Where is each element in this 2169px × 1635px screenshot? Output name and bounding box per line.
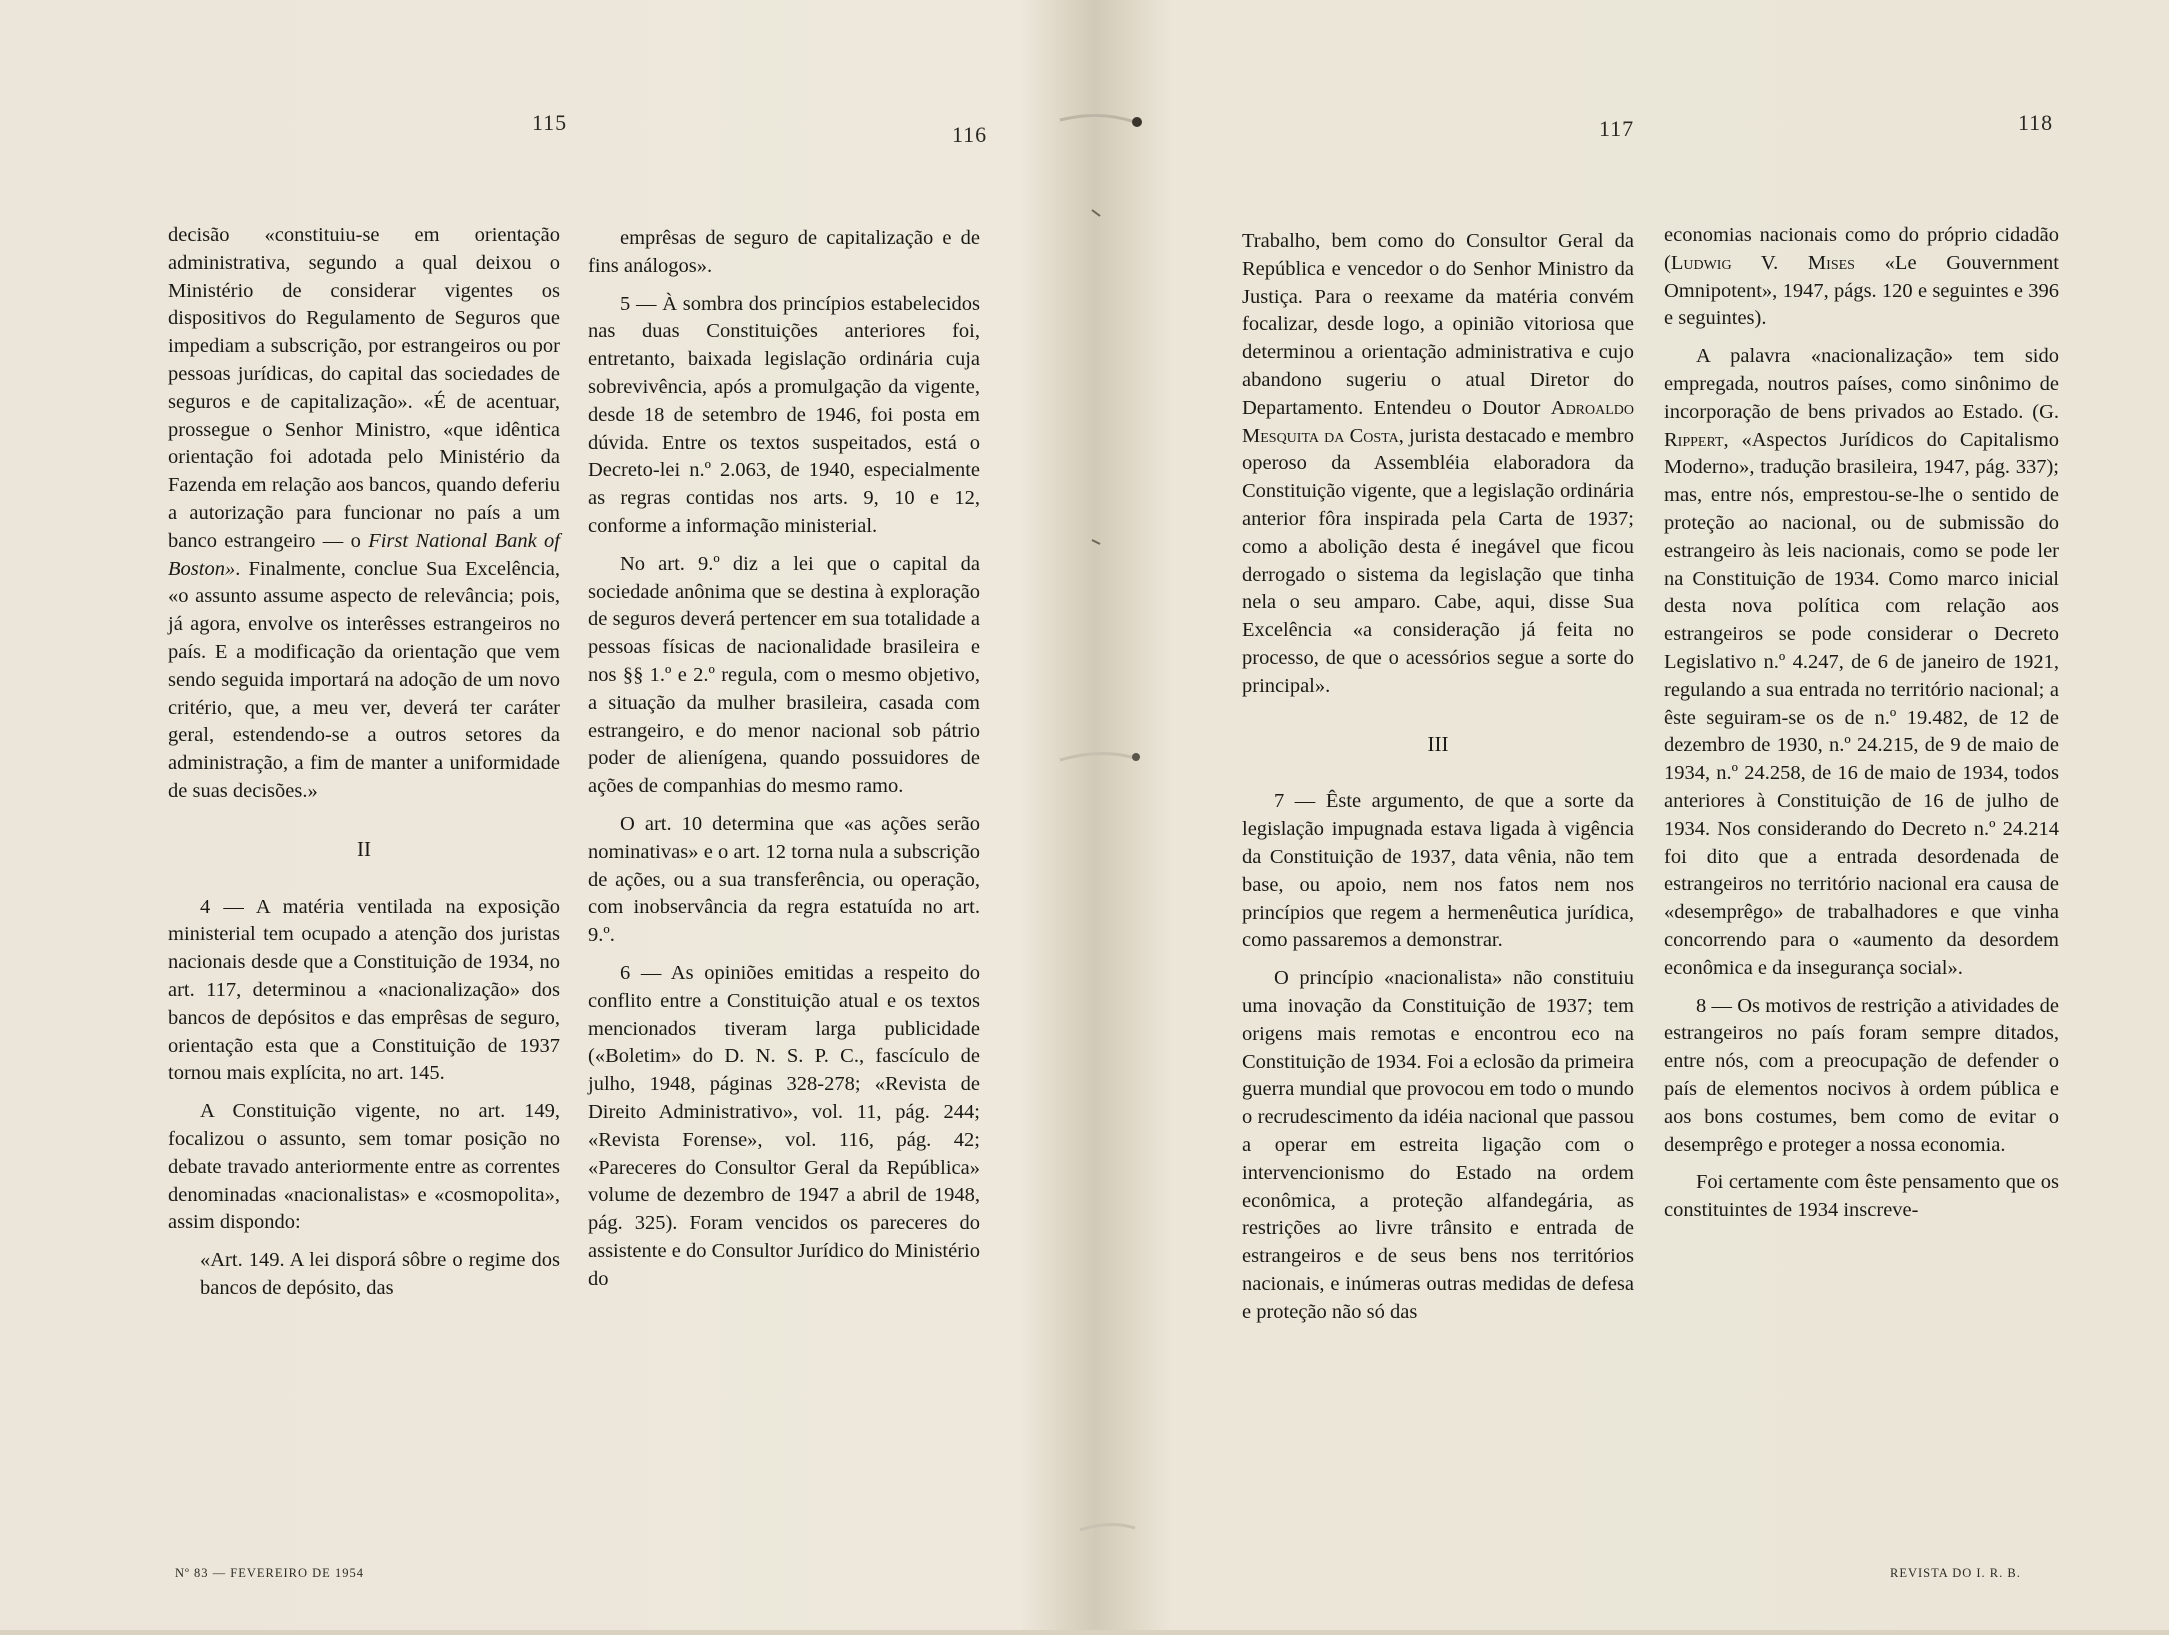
staple-marks-icon: [1040, 0, 1170, 1630]
paragraph: 5 — À sombra dos princípios estabelecidos nas duas Constituições anteriores foi, entretanto, baixada legislação ordinária cuja sobrevivência, após a promulgação da vigente, desde 18 de setembro de 1946, foi posta em dúvida. Entre os textos suspeitados, está o Decreto-lei n.º 2.063, de 1940, especialmente as regras contidas nos arts. 9, 10 e 12, conforme a informação ministerial.: [588, 292, 980, 537]
paragraph: emprêsas de seguro de capitalização e de fins análogos».: [588, 227, 980, 277]
left-page-column-1: [168, 222, 560, 1313]
paragraph: A palavra «nacionalização» tem sido empregada, noutros países, como sinônimo de incorporação de bens privados ao Estado. (G. Rippert, «Aspectos Jurídicos do Capitalismo Moderno», tradução brasileira, 1947, pág. 337); mas, entre nós, emprestou-se-lhe o sentido de proteção ao nacional, ou de submissão do estrangeiro às leis nacionais, como se pode ler na Constituição de 1934. Como marco inicial desta nova política com relação aos estrangeiros se pode considerar o Decreto Legislativo n.º 4.247, de 6 de janeiro de 1921, regulando a sua entrada no território nacional; a êste seguiram-se os de n.º 19.482, de 12 de dezembro de 1930, n.º 24.215, de 9 de maio de 1934, n.º 24.258, de 16 de maio de 1934, todos anteriores à Constituição de 16 de julho de 1934. Nos considerando do Decreto n.º 24.214 foi dito que a entrada desordenada de estrangeiros no território nacional era causa de «desemprêgo» de trabalhadores e que vinha concorrendo para o «aumento da desordem econômica e da insegurança social».: [1664, 345, 2059, 979]
paragraph: economias nacionais como do próprio cidadão (Ludwig V. Mises «Le Gouvernment Omnipotent», 1947, págs. 120 e seguintes e 396 e seguintes).: [1664, 224, 2059, 330]
page-number-117: 117: [1599, 116, 1635, 141]
author-name: Adroaldo Mesquita da Costa: [1242, 396, 1635, 447]
paragraph: Foi certamente com êste pensamento que os constituintes de 1934 inscreve-: [1664, 1171, 2059, 1222]
right-footer: REVISTA DO I. R. B.: [1890, 1566, 2021, 1580]
left-footer: Nº 83 — FEVEREIRO DE 1954: [175, 1566, 364, 1580]
book-binding: [1040, 0, 1170, 1630]
right-page-column-2: [1664, 222, 2059, 1235]
paragraph: 7 — Êste argumento, de que a sorte da legislação impugnada estava ligada à vigência da Constituição de 1937, data vênia, não tem base, ou apoio, nem nos fatos nem nos princípios que regem a hermenêutica jurídica, como passaremos a demonstrar.: [1242, 790, 1634, 952]
paragraph: O art. 10 determina que «as ações serão nominativas» e o art. 12 torna nula a subscrição de ações, ou a sua transferência, ou operação, com inobservância da regra estatuída no art. 9.º.: [588, 812, 980, 947]
paragraph: 4 — A matéria ventilada na exposição ministerial tem ocupado a atenção dos juristas nacionais desde que a Constituição de 1934, no art. 117, determinou a «nacionalização» dos bancos de depósitos e das emprêsas de seguro, orientação esta que a Constituição de 1937 tornou mais explícita, no art. 145.: [168, 895, 560, 1085]
italic-bank-name: First National Bank of Boston»: [168, 529, 560, 580]
quoted-article: «Art. 149. A lei disporá sôbre o regime dos bancos de depósito, das: [200, 1249, 560, 1299]
page-number-116: 116: [952, 122, 988, 147]
paragraph: 8 — Os motivos de restrição a atividades de estrangeiros no país foram sempre ditados, entre nós, com a preocupação de defender o país de elementos nocivos à ordem pública e aos bons costumes, bem como de evitar o desemprêgo e proteger a nossa economia.: [1664, 994, 2059, 1156]
section-heading-ii: II: [357, 836, 371, 861]
paragraph: 6 — As opiniões emitidas a respeito do conflito entre a Constituição atual e os textos mencionados tiveram larga publicidade («Boletim» do D. N. S. P. C., fascículo de julho, 1948, páginas 328-278; «Revista de Direito Administrativo», vol. 11, pág. 244; «Revista Forense», vol. 116, pág. 42; «Pareceres do Consultor Geral da República» volume de dezembro de 1947 a abril de 1948, pág. 325). Foram vencidos os pareceres do assistente e do Consultor Jurídico do Ministério do: [588, 961, 980, 1290]
page-number-115: 115: [532, 110, 568, 135]
paragraph: decisão «constituiu-se em orientação administrativa, segundo a qual deixou o Ministério de considerar vigentes os dispositivos do Regulamento de Seguros que impediam a subscrição, por estrangeiros ou por pessoas jurídicas, do capital das sociedades de seguros e de capitalização». «É de acentuar, prossegue o Senhor Ministro, «que idêntica orientação foi adotada pelo Ministério da Fazenda em relação aos bancos, quando deferiu a autorização para funcionar no país a um banco estrangeiro — o First National Bank of Boston». Finalmente, conclue Sua Excelência, «o assunto assume aspecto de relevância; pois, já agora, envolve os interêsses estrangeiros no país. E a modificação da orientação que vem sendo seguida importará na adoção de um novo critério, que, a meu ver, deverá ter caráter geral, estendendo-se a outros setores da administração, a fim de manter a uniformidade de suas decisões.»: [168, 224, 560, 802]
author-name: Rippert: [1664, 428, 1724, 451]
right-page-column-1: [1242, 228, 1634, 1336]
left-page-column-2: [588, 225, 980, 1303]
section-heading-iii: III: [1427, 731, 1449, 756]
page-number-118: 118: [2018, 110, 2054, 135]
paragraph: A Constituição vigente, no art. 149, focalizou o assunto, sem tomar posição no debate travado anteriormente entre as correntes denominadas «nacionalistas» e «cosmopolita», assim dispondo:: [168, 1100, 560, 1234]
paragraph: O princípio «nacionalista» não constituiu uma inovação da Constituição de 1937; tem origens mais remotas e encontrou eco na Constituição de 1934. Foi a eclosão da primeira guerra mundial que provocou em todo o mundo o recrudescimento da idéia nacional que passou a operar em estreita ligação com o intervencionismo do Estado na ordem econômica, a proteção alfandegária, as restrições ao livre trânsito e entrada de estrangeiros e de seus bens nos territórios nacionais, e inúmeras outras medidas de defesa e proteção não só das: [1242, 967, 1634, 1323]
paragraph: No art. 9.º diz a lei que o capital da sociedade anônima que se destina à exploração de seguros deverá pertencer em sua totalidade a pessoas físicas de nacionalidade brasileira e nos §§ 1.º e 2.º regula, com o mesmo objetivo, a situação da mulher brasileira, casada com estrangeiro, e do menor nacional sob pátrio poder de alienígena, quando possuidores de ações de companhias do mesmo ramo.: [588, 552, 980, 798]
paragraph: Trabalho, bem como do Consultor Geral da República e vencedor o do Senhor Ministro da Justiça. Para o reexame da matéria convém focalizar, desde logo, a opinião vitoriosa que determinou a orientação administrativa e cujo abandono sugeriu o atual Diretor do Departamento. Entendeu o Doutor Adroaldo Mesquita da Costa, jurista destacado e membro operoso da Assembléia elaboradora da Constituição vigente, que a legislação ordinária anterior fôra inspirada pela Carta de 1937; como a abolição desta é inegável que ficou derrogado o sistema da legislação que tinha nela o seu amparo. Cabe, aqui, disse Sua Excelência «a consideração já feita no processo, de que o acessórios segue a sorte do principal».: [1242, 230, 1635, 697]
right-page: [1100, 0, 2169, 1630]
author-name: Ludwig V. Mises: [1670, 251, 1855, 274]
